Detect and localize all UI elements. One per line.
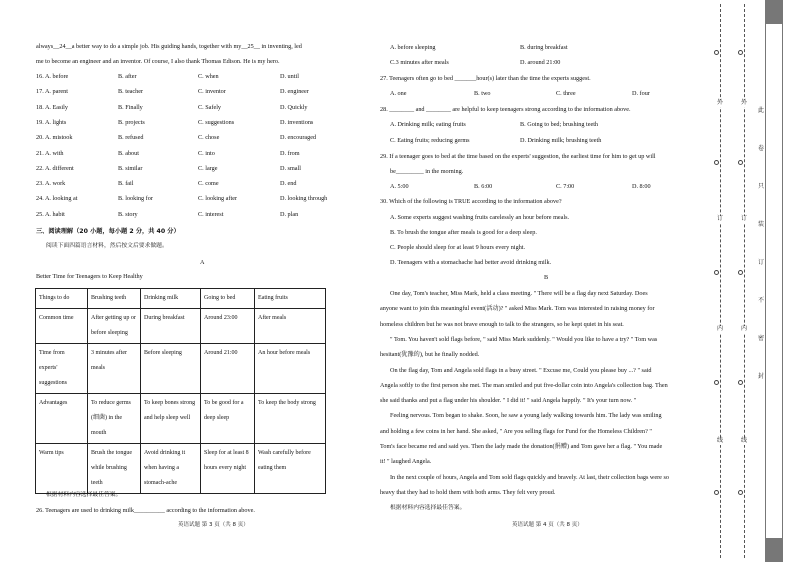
table-cell: Around 23:00 (201, 309, 255, 344)
table-row (36, 309, 326, 344)
table-row-label: Advantages (36, 394, 88, 444)
cloze-option-a: 17. A. parent (36, 88, 68, 96)
passage-b-line: On the flag day, Tom and Angela sold flags in a busy street. " Excuse me, Could you please buy ...? " said (390, 366, 652, 374)
cloze-option-b: B. about (118, 149, 139, 157)
q30-option: A. Some experts suggest washing fruits carelessly an hour before meals. (390, 214, 570, 221)
cloze-option-row (36, 180, 366, 190)
strip-tab-bottom (765, 538, 783, 562)
binding-hole-icon (738, 270, 743, 275)
passage-text-line: always__24__a better way to do a simple job. His guiding hands, together with my__25__ in inventing, led (36, 43, 302, 50)
exam-page-3 (0, 0, 372, 562)
table-cell: Sleep for at least 8 hours every night (201, 444, 255, 494)
choose-instruction: 根据材料内容选择最佳答案。 (46, 492, 122, 498)
cloze-option-d: D. inventions (280, 118, 314, 126)
table-header-cell: Drinking milk (141, 289, 201, 309)
table-header-row (36, 289, 326, 309)
question-29: 29. If a teenager goes to bed at the time based on the experts' suggestion, the earliest time for him to get up will (380, 153, 656, 160)
q27-option-c: C. three (556, 90, 576, 97)
passage-b-line: it! " laughed Angela. (380, 458, 432, 466)
cut-line-label: 内 (717, 326, 724, 332)
passage-b-line: homeless children but he was not brave enough to talk to the strangers, so he kept quiet in his seat. (380, 320, 624, 328)
cut-line-label: 外 (741, 100, 748, 106)
passage-label: B (544, 274, 549, 281)
passage-b-line: she said thanks and put a flag under his shoulder. " I did it! " said Angela happily. " It's your turn now. " (380, 397, 637, 405)
table-header-cell: Eating fruits (255, 289, 326, 309)
table-cell: An hour before meals (255, 344, 326, 394)
table-cell: Around 21:00 (201, 344, 255, 394)
table-cell: Avoid drinking it when having a stomach-ache (141, 444, 201, 494)
cloze-option-a: 20. A. mistook (36, 134, 73, 142)
q29-option-c: C. 7:00 (556, 183, 575, 190)
q27-option-a: A. one (390, 90, 407, 97)
cut-line-label: 订 (717, 216, 724, 222)
cloze-option-row (36, 88, 366, 98)
cloze-option-d: D. from (280, 149, 300, 157)
question-29-cont: be_________ in the morning. (390, 168, 464, 175)
q26-option-a: A. before sleeping (390, 44, 436, 51)
binding-hole-icon (714, 50, 719, 55)
binding-hole-icon (714, 270, 719, 275)
table-header-cell: Brushing teeth (88, 289, 141, 309)
cloze-option-a: 24. A. looking at (36, 195, 78, 203)
cut-line-label: 订 (741, 216, 748, 222)
table-cell: To keep the body strong (255, 394, 326, 444)
table-row-label: Time from experts' suggestions (36, 344, 88, 394)
cut-line-label: 内 (741, 326, 748, 332)
seal-notice-char: 订 (758, 260, 765, 266)
binding-hole-icon (714, 160, 719, 165)
cloze-option-b: B. looking for (118, 195, 153, 203)
passage-b-line: " Tom. You haven't sold flags before, " said Miss Mark suddenly. " Would you like to have a try? " Tom was (390, 335, 658, 343)
cloze-option-a: 25. A. habit (36, 210, 65, 218)
cloze-option-b: B. Finally (118, 103, 143, 111)
cloze-option-d: D. encouraged (280, 134, 317, 142)
cut-line-label: 线 (741, 438, 748, 444)
binding-hole-icon (738, 160, 743, 165)
q27-option-d: D. four (632, 90, 650, 97)
q29-option-d: D. 8:00 (632, 183, 651, 190)
cloze-option-row (36, 165, 366, 175)
table-cell: 3 minutes after meals (88, 344, 141, 394)
cloze-option-c: C. Safely (198, 103, 222, 111)
passage-b-line: Tom's face became red and said yes. Then the lady made the donation(捐赠) and Tom gave her a flag. " You made (380, 443, 663, 450)
seal-notice-char: 密 (758, 336, 765, 342)
passage-label: A (200, 259, 205, 266)
q29-option-b: B. 6:00 (474, 183, 493, 190)
q27-option-b: B. two (474, 90, 491, 97)
question-27: 27. Teenagers often go to bed _______hour(s) later than the time the experts suggest. (380, 75, 591, 82)
q30-option: B. To brush the tongue after meals is good for a deep sleep. (390, 229, 537, 236)
cloze-option-d: D. engineer (280, 88, 309, 96)
cloze-option-b: B. teacher (118, 88, 144, 96)
table-row-label: Warm tips (36, 444, 88, 494)
cloze-option-d: D. end (280, 180, 297, 188)
cloze-option-c: C. interest (198, 210, 224, 218)
passage-b-line: In the next couple of hours, Angela and Tom sold flags quickly and bravely. At last, their collection bags were so (390, 473, 669, 481)
cloze-option-row (36, 195, 366, 205)
table-row (36, 444, 326, 494)
question-30: 30. Which of the following is TRUE according to the information above? (380, 198, 562, 205)
cloze-option-row (36, 104, 366, 114)
passage-b-line: anyone want to join this meaningful event(活动)? " asked Miss Mark. Tom was interested in raising money for (380, 305, 655, 313)
cloze-option-row (36, 211, 366, 221)
cloze-option-d: D. until (280, 73, 299, 80)
table-header-cell: Things to do (36, 289, 88, 309)
cloze-option-a: 19. A. lights (36, 118, 67, 126)
q30-option: C. People should sleep for at least 9 hours every night. (390, 244, 526, 251)
cloze-option-a: 16. A. before (36, 73, 69, 80)
cloze-option-row (36, 150, 366, 160)
passage-b-line: heavy that they had to hold them with both arms. They felt very proud. (380, 488, 556, 496)
cut-line-label: 外 (717, 100, 724, 106)
passage-b-line: One day, Tom's teacher, Miss Mark, held a class meeting. " There will be a flag day next Saturday. Does (390, 290, 648, 297)
passage-b-line: and holding a few coins in her hand. She asked, " Are you selling flags for Fund for the Homeless Children? " (380, 427, 652, 435)
table-cell: Brush the tongue while brushing teeth (88, 444, 141, 494)
cloze-option-c: C. looking after (198, 195, 238, 203)
cloze-option-row (36, 134, 366, 144)
binding-strip (712, 0, 794, 562)
table-cell: During breakfast (141, 309, 201, 344)
seal-notice-char: 此 (758, 108, 765, 114)
cloze-option-c: C. when (198, 73, 219, 80)
table-cell: To keep bones strong and help sleep well (141, 394, 201, 444)
cloze-option-c: C. come (198, 180, 219, 188)
cloze-option-a: 22. A. different (36, 164, 74, 172)
seal-band (765, 24, 783, 538)
exam-page-4 (372, 0, 708, 562)
cut-line-inner (720, 4, 721, 558)
cloze-option-d: D. small (280, 164, 301, 172)
seal-notice-char: 装 (758, 222, 765, 228)
passage-b-line: Feeling nervous. Tom began to shake. Soon, he saw a young lady walking towards him. The lady was smiling (390, 412, 662, 420)
q26-option-d: D. around 21:00 (520, 59, 561, 66)
table-cell: Wash carefully before eating them (255, 444, 326, 494)
question-26: 26. Teenagers are used to drinking milk__________ according to the information above. (36, 507, 255, 514)
cloze-option-d: D. plan (280, 210, 299, 218)
cloze-option-row (36, 119, 366, 129)
cloze-option-b: B. after (118, 73, 137, 80)
table-cell: After meals (255, 309, 326, 344)
cloze-option-d: D. looking through (280, 195, 328, 203)
q26-option-c: C.3 minutes after meals (390, 59, 449, 66)
table-cell: Before sleeping (141, 344, 201, 394)
choose-instruction: 根据材料内容选择最佳答案。 (390, 505, 466, 511)
binding-hole-icon (738, 50, 743, 55)
q28-option-a: A. Drinking milk; eating fruits (390, 121, 466, 128)
cut-line-label: 线 (717, 438, 724, 444)
health-timing-table (35, 288, 326, 494)
cloze-option-c: C. suggestions (198, 118, 235, 126)
cloze-option-b: B. fail (118, 180, 134, 188)
passage-b-line: Angela softly to the first person she met. The man smiled and put five-dollar coin into Angela's collection bag. Then (380, 381, 668, 389)
cloze-option-c: C. inventor (198, 88, 226, 96)
cloze-option-b: B. refused (118, 134, 144, 142)
cloze-option-a: 21. A. with (36, 149, 64, 157)
cloze-option-c: C. into (198, 149, 215, 157)
q28-option-b: B. Going to bed; brushing teeth (520, 121, 599, 128)
cloze-option-b: B. story (118, 210, 138, 218)
page-footer: 英语试题 第 3 页（共 8 页） (178, 522, 249, 528)
seal-notice-char: 只 (758, 184, 765, 190)
seal-notice-char: 封 (758, 374, 765, 380)
table-header-cell: Going to bed (201, 289, 255, 309)
binding-hole-icon (738, 380, 743, 385)
table-cell: To be good for a deep sleep (201, 394, 255, 444)
q26-option-b: B. during breakfast (520, 44, 568, 51)
cloze-option-c: C. large (198, 164, 218, 172)
q28-option-d: D. Drinking milk; brushing teeth (520, 137, 602, 144)
cloze-option-b: B. projects (118, 118, 145, 126)
cloze-option-a: 18. A. Easily (36, 103, 68, 111)
table-row-label: Common time (36, 309, 88, 344)
table-cell: After getting up or before sleeping (88, 309, 141, 344)
cloze-option-c: C. chose (198, 134, 220, 142)
seal-notice-char: 卷 (758, 146, 765, 152)
cloze-option-a: 23. A. work (36, 180, 66, 188)
section-title: 三、阅读理解（20 小题，每小题 2 分，共 40 分） (36, 228, 180, 235)
binding-hole-icon (714, 490, 719, 495)
table-row (36, 344, 326, 394)
passage-b-line: hesitant(犹豫的), but he finally nodded. (380, 351, 480, 359)
q28-option-c: C. Eating fruits; reducing germs (390, 137, 470, 144)
cut-line-middle (744, 4, 745, 558)
cloze-option-b: B. similar (118, 164, 143, 172)
strip-tab-top (765, 0, 783, 24)
table-cell: To reduce germs (细菌) in the mouth (88, 394, 141, 444)
question-28: 28. ________ and ________ are helpful to keep teenagers strong according to the information above. (380, 106, 631, 113)
binding-hole-icon (714, 380, 719, 385)
binding-hole-icon (738, 490, 743, 495)
passage-title: Better Time for Teenagers to Keep Healthy (36, 273, 143, 280)
cloze-option-row (36, 73, 366, 83)
page-footer: 英语试题 第 4 页（共 8 页） (512, 522, 583, 528)
section-instruction: 阅读下面四篇语言材料，然后按文后要求做题。 (46, 243, 168, 249)
q30-option: D. Teenagers with a stomachache had better avoid drinking milk. (390, 259, 552, 266)
table-row (36, 394, 326, 444)
seal-notice-char: 不 (758, 298, 765, 304)
passage-text-line: me to become an engineer and an inventor. Of course, I also thank Thomas Edison. He is my hero. (36, 58, 280, 65)
cloze-option-d: D. Quickly (280, 103, 308, 111)
q29-option-a: A. 5:00 (390, 183, 409, 190)
